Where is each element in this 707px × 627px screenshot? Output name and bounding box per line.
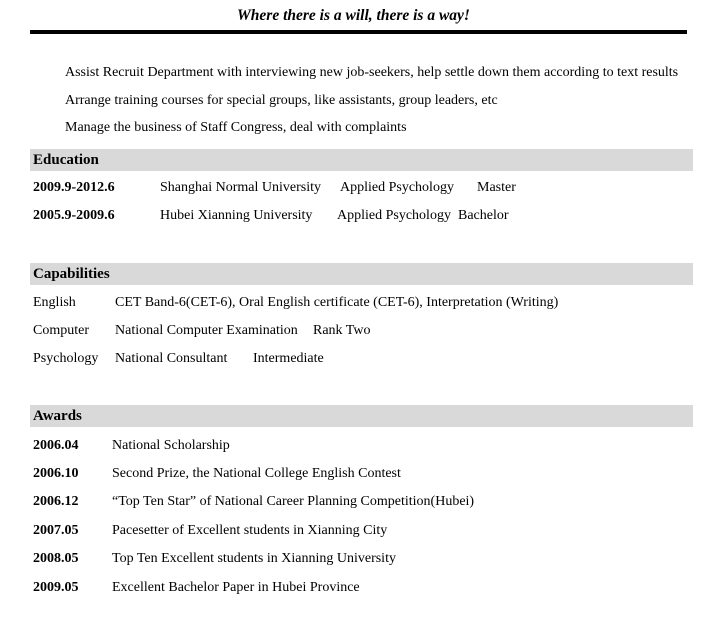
award-date: 2006.04 — [33, 438, 79, 453]
education-row — [0, 208, 707, 225]
education-degree: Bachelor — [458, 208, 509, 223]
award-description: “Top Ten Star” of National Career Planning Competition(Hubei) — [112, 494, 475, 509]
title-divider-rule — [30, 30, 687, 34]
award-row — [0, 438, 707, 455]
duty-line: Manage the business of Staff Congress, deal with complaints — [65, 120, 407, 135]
award-date: 2006.12 — [33, 494, 79, 509]
education-school: Shanghai Normal University — [160, 180, 321, 195]
capability-label: English — [33, 295, 76, 310]
capability-row — [0, 351, 707, 368]
capability-detail: National Consultant — [115, 351, 228, 366]
award-description: Top Ten Excellent students in Xianning University — [112, 551, 396, 566]
section-header-awards — [30, 405, 693, 427]
award-description: Excellent Bachelor Paper in Hubei Province — [112, 580, 360, 595]
section-header-capabilities — [30, 263, 693, 285]
award-date: 2006.10 — [33, 466, 79, 481]
capability-label: Computer — [33, 323, 89, 338]
award-date: 2008.05 — [33, 551, 79, 566]
education-row — [0, 180, 707, 197]
capability-row — [0, 295, 707, 312]
capability-label: Psychology — [33, 351, 99, 366]
capability-detail: CET Band-6(CET-6), Oral English certificate (CET-6), Interpretation (Writing) — [115, 295, 559, 310]
section-title: Capabilities — [33, 266, 110, 282]
award-row — [0, 466, 707, 483]
award-row — [0, 523, 707, 540]
award-row — [0, 494, 707, 511]
education-degree: Master — [477, 180, 516, 195]
duty-line: Arrange training courses for special groups, like assistants, group leaders, etc — [65, 93, 498, 108]
award-date: 2007.05 — [33, 523, 79, 538]
education-major: Applied Psychology — [337, 208, 451, 223]
capability-level: Intermediate — [253, 351, 324, 366]
award-description: Second Prize, the National College English Contest — [112, 466, 401, 481]
award-row — [0, 551, 707, 568]
award-date: 2009.05 — [33, 580, 79, 595]
section-header-education — [30, 149, 693, 171]
motto-title: Where there is a will, there is a way! — [237, 7, 470, 24]
education-major: Applied Psychology — [340, 180, 454, 195]
capability-detail: National Computer Examination — [115, 323, 298, 338]
award-row — [0, 580, 707, 597]
capability-level: Rank Two — [313, 323, 371, 338]
education-period: 2009.9-2012.6 — [33, 180, 115, 195]
capability-row — [0, 323, 707, 340]
award-description: National Scholarship — [112, 438, 230, 453]
section-title: Awards — [33, 408, 82, 424]
education-school: Hubei Xianning University — [160, 208, 313, 223]
award-description: Pacesetter of Excellent students in Xianning City — [112, 523, 388, 538]
duty-line: Assist Recruit Department with interviewing new job-seekers, help settle down them according to text results — [65, 65, 679, 80]
section-title: Education — [33, 152, 99, 168]
education-period: 2005.9-2009.6 — [33, 208, 115, 223]
